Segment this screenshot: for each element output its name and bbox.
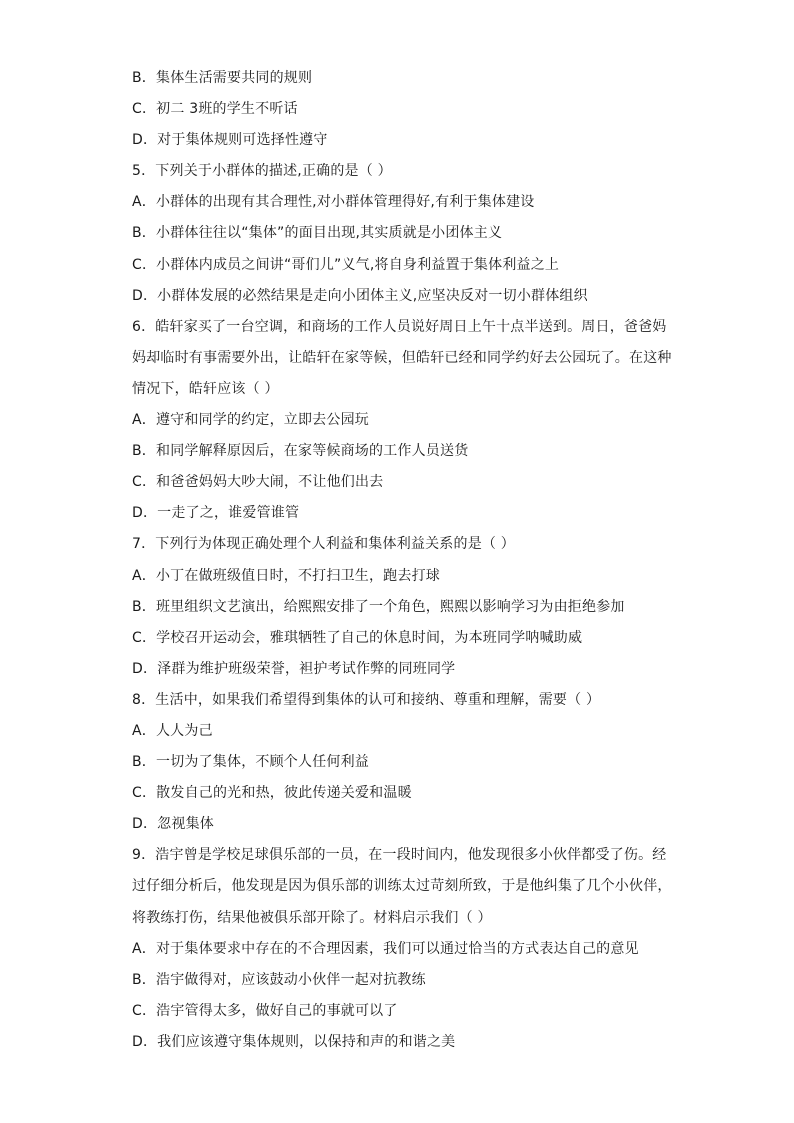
- question-9-stem: 9．浩宇曾是学校足球俱乐部的一员，在一段时间内，他发现很多小伙伴都受了伤。经: [132, 847, 667, 864]
- option-line: A．小丁在做班级值日时，不打扫卫生，跑去打球: [132, 567, 440, 584]
- question-9-stem: 过仔细分析后，他发现是因为俱乐部的训练太过苛刻所致，于是他纠集了几个小伙伴，: [132, 878, 672, 895]
- option-line: C．小群体内成员之间讲“哥们儿”义气,将自身利益置于集体利益之上: [132, 256, 560, 273]
- option-line: A．小群体的出现有其合理性,对小群体管理得好,有利于集体建设: [132, 194, 535, 211]
- option-line: D．对于集体规则可选择性遵守: [132, 132, 328, 149]
- option-line: A．人人为己: [132, 722, 213, 739]
- question-8-stem: 8．生活中，如果我们希望得到集体的认可和接纳、尊重和理解，需要（ ）: [132, 691, 601, 708]
- option-line: D．我们应该遵守集体规则，以保持和声的和谐之美: [132, 1033, 456, 1050]
- question-text-block: [132, 63, 672, 1058]
- option-line: B．小群体往往以“集体”的面目出现,其实质就是小团体主义: [132, 225, 503, 242]
- option-line: C．初二 3班的学生不听话: [132, 101, 298, 118]
- option-line: D．忽视集体: [132, 816, 214, 833]
- option-line: C．学校召开运动会，雅琪牺牲了自己的休息时间，为本班同学呐喊助威: [132, 629, 583, 646]
- question-6-stem: 6．皓轩家买了一台空调，和商场的工作人员说好周日上午十点半送到。周日，爸爸妈: [132, 318, 667, 335]
- option-line: C．浩宇管得太多，做好自己的事就可以了: [132, 1002, 398, 1019]
- question-5-stem: 5．下列关于小群体的描述,正确的是（ ）: [132, 163, 392, 180]
- option-line: D．泽群为维护班级荣誉，袒护考试作弊的同班同学: [132, 660, 456, 677]
- question-9-stem: 将教练打伤，结果他被俱乐部开除了。材料启示我们（ ）: [132, 909, 492, 926]
- option-line: B．班里组织文艺演出，给熙熙安排了一个角色，熙熙以影响学习为由拒绝参加: [132, 598, 625, 615]
- option-line: D．一走了之，谁爱管谁管: [132, 505, 300, 522]
- option-line: B．和同学解释原因后，在家等候商场的工作人员送货: [132, 443, 469, 460]
- option-line: D．小群体发展的必然结果是走向小团体主义,应坚决反对一切小群体组织: [132, 287, 588, 304]
- option-line: B．集体生活需要共同的规则: [132, 70, 313, 86]
- option-line: B．一切为了集体，不顾个人任何利益: [132, 754, 370, 771]
- option-line: B．浩宇做得对，应该鼓动小伙伴一起对抗教练: [132, 971, 426, 988]
- option-line: C．和爸爸妈妈大吵大闹，不让他们出去: [132, 474, 384, 491]
- question-6-stem: 妈却临时有事需要外出，让皓轩在家等候，但皓轩已经和同学约好去公园玩了。在这种: [132, 349, 672, 366]
- question-6-stem: 情况下，皓轩应该（ ）: [132, 380, 279, 397]
- option-line: A．对于集体要求中存在的不合理因素，我们可以通过恰当的方式表达自己的意见: [132, 940, 639, 957]
- question-7-stem: 7．下列行为体现正确处理个人利益和集体利益关系的是（ ）: [132, 536, 515, 553]
- option-line: A．遵守和同学的约定，立即去公园玩: [132, 412, 369, 429]
- option-line: C．散发自己的光和热，彼此传递关爱和温暖: [132, 785, 412, 802]
